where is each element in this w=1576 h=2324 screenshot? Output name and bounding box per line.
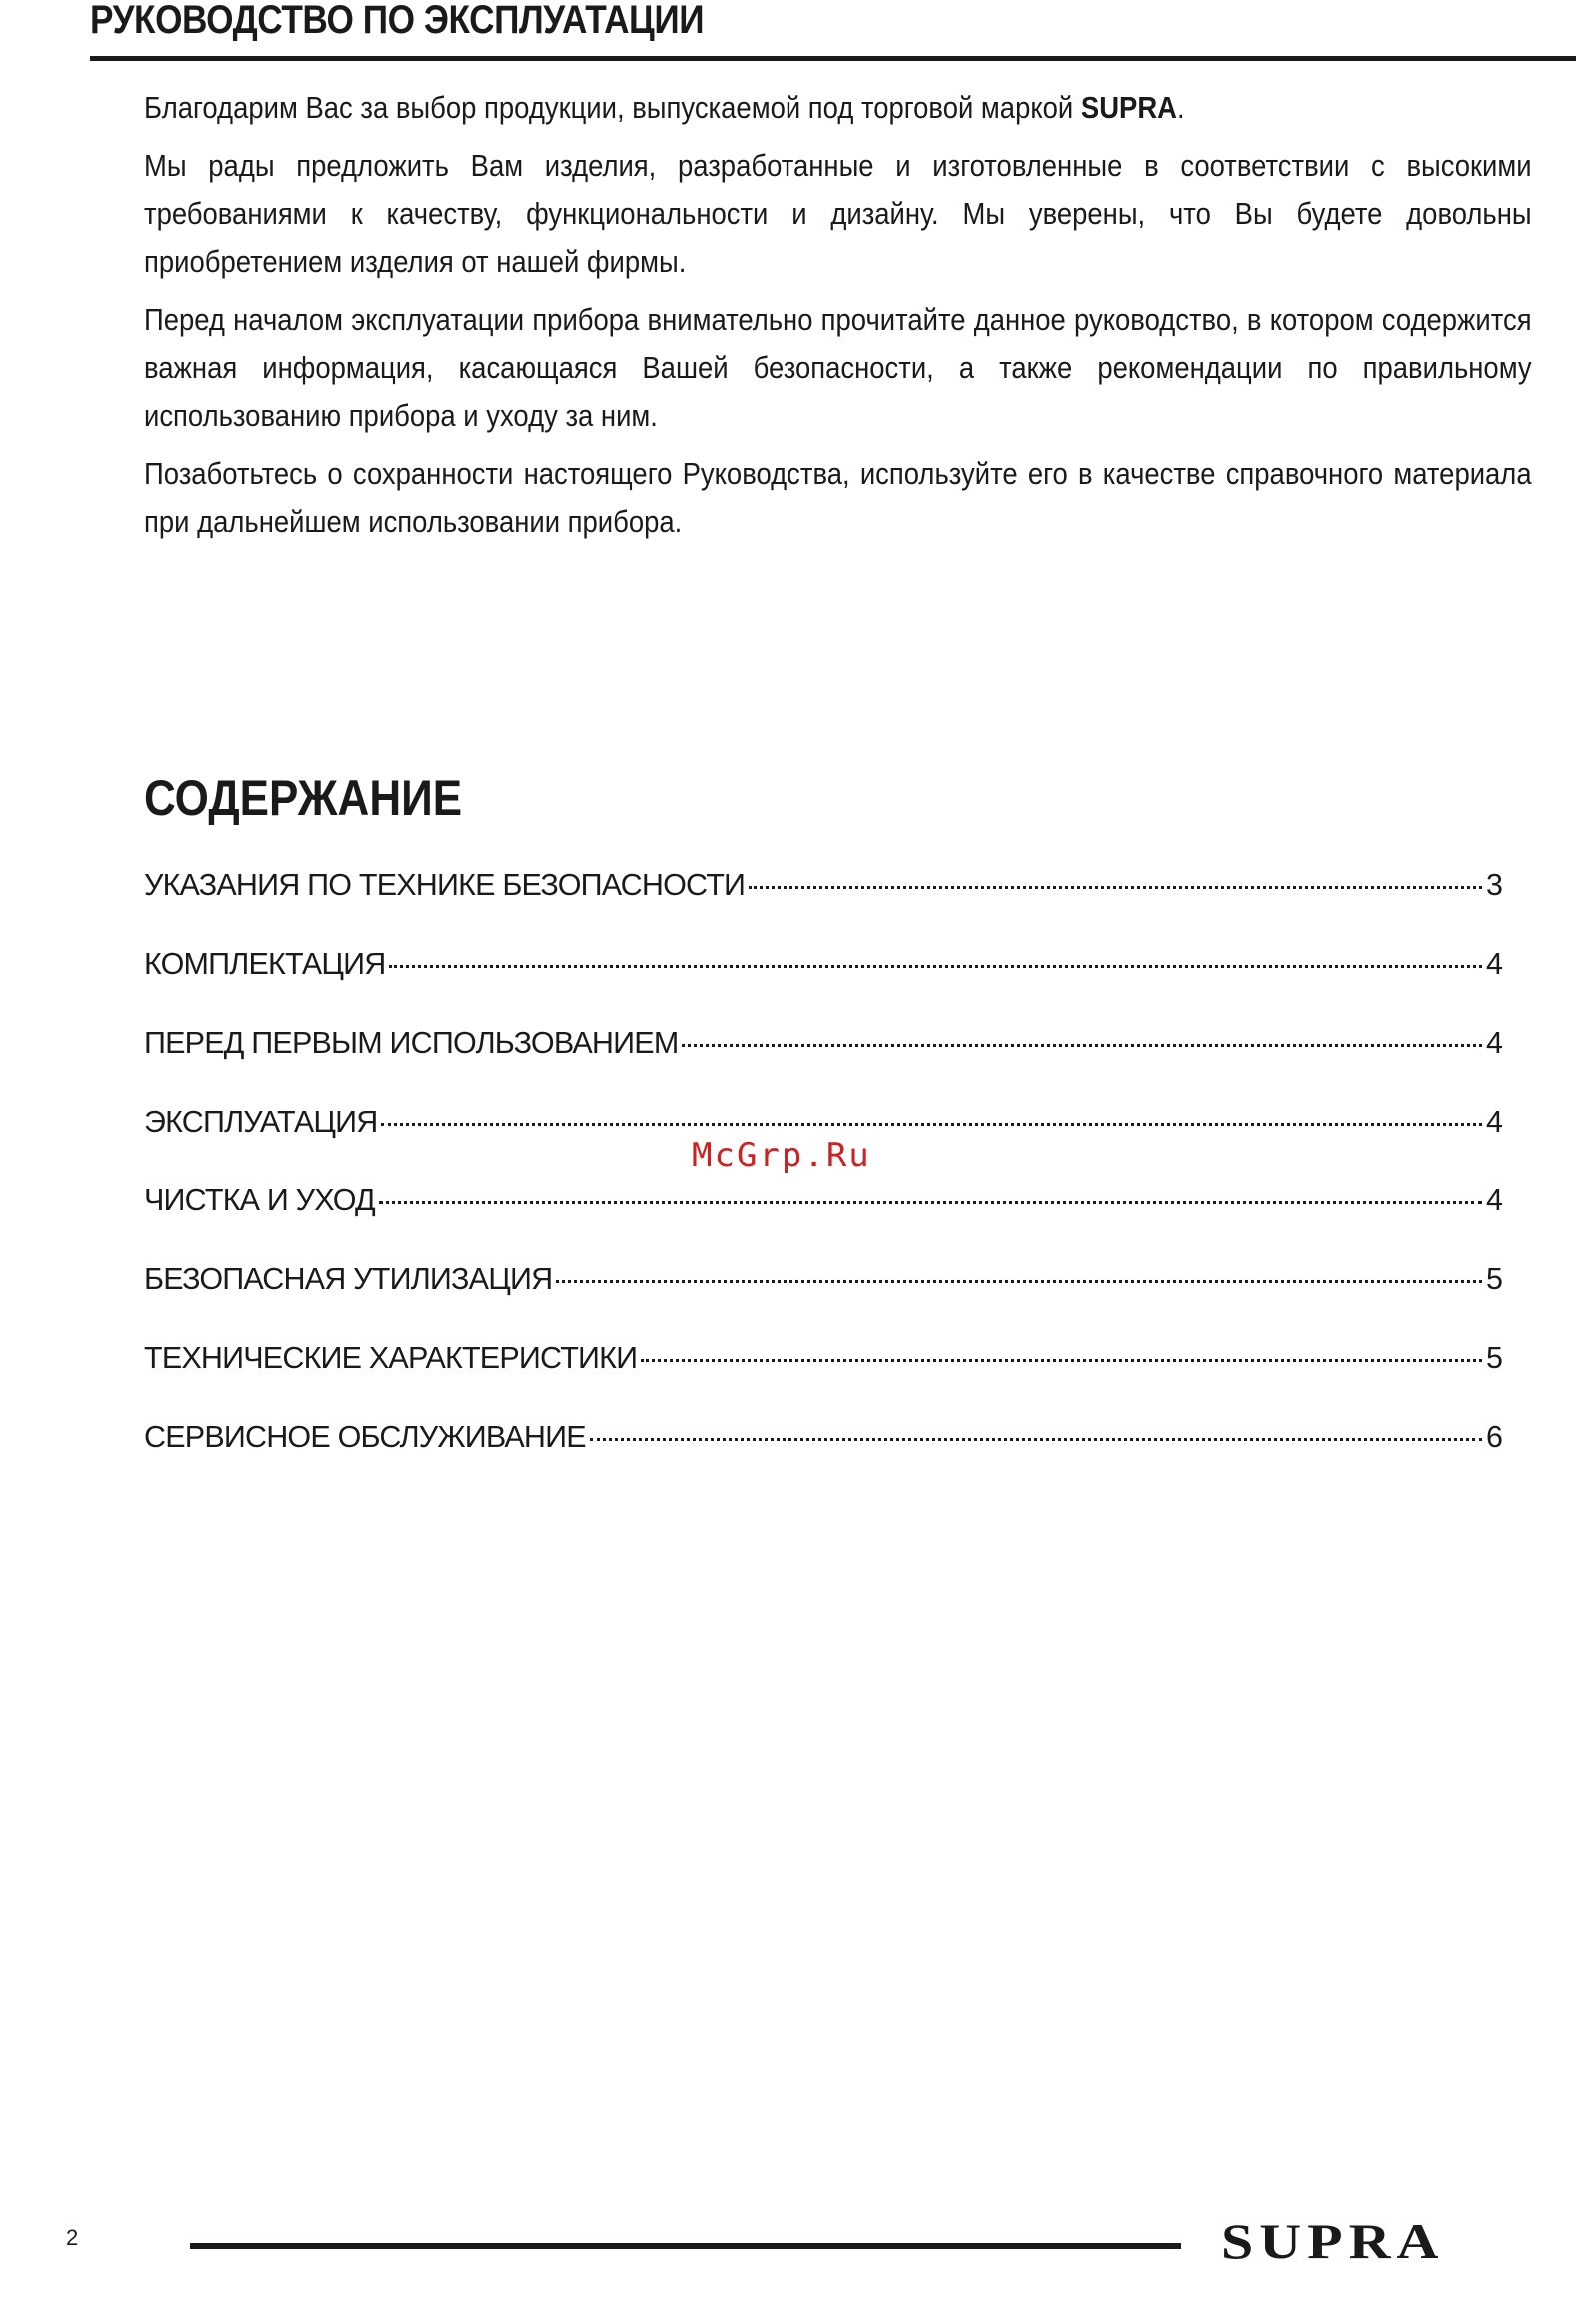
toc-item-page: 3 — [1486, 868, 1503, 902]
intro-paragraph-2: Мы рады предложить Вам изделия, разработанные и изготовленные в соответствии с высокими требованиями к качеству, функциональности и дизайну. Мы уверены, что Вы будете довольны приобретением изделия от нашей фирмы. — [144, 149, 1532, 279]
intro-paragraph-1 — [144, 84, 1532, 132]
toc-item-page: 6 — [1486, 1420, 1503, 1454]
toc-heading: СОДЕРЖАНИЕ — [144, 770, 463, 826]
header-divider — [90, 56, 1576, 61]
toc-item-page: 5 — [1486, 1262, 1503, 1296]
page-title: РУКОВОДСТВО ПО ЭКСПЛУАТАЦИИ — [90, 0, 705, 42]
toc-item-label: ЧИСТКА И УХОД — [144, 1183, 375, 1217]
toc-leader-dots — [389, 965, 1482, 968]
toc-item-page: 4 — [1486, 1026, 1503, 1060]
toc-item-page: 4 — [1486, 1183, 1503, 1217]
toc-item-label: КОМПЛЕКТАЦИЯ — [144, 947, 386, 981]
brand-name: SUPRA — [1080, 91, 1177, 125]
toc-leader-dots — [749, 886, 1482, 889]
page-number: 2 — [66, 2225, 79, 2250]
toc-item[interactable] — [144, 1262, 1503, 1341]
intro-section — [144, 84, 1533, 556]
footer-divider — [190, 2243, 1181, 2249]
toc-item[interactable] — [144, 868, 1503, 947]
intro-paragraph-1-text: Благодарим Вас за выбор продукции, выпускаемой под торговой маркой — [144, 91, 1081, 125]
watermark: McGrp.Ru — [692, 1136, 871, 1175]
toc-item[interactable] — [144, 1341, 1503, 1420]
toc-item-page: 4 — [1486, 1105, 1503, 1139]
intro-paragraph-4: Позаботьтесь о сохранности настоящего Руководства, используйте его в качестве справочного материала при дальнейшем использовании прибора. — [144, 457, 1532, 539]
toc-item-label: УКАЗАНИЯ ПО ТЕХНИКЕ БЕЗОПАСНОСТИ — [144, 868, 746, 902]
toc-item-page: 4 — [1486, 947, 1503, 981]
toc-item-page: 5 — [1486, 1341, 1503, 1375]
intro-paragraph-1-end: . — [1176, 91, 1185, 125]
toc-leader-dots — [590, 1438, 1482, 1441]
intro-paragraph-3: Перед началом эксплуатации прибора внимательно прочитайте данное руководство, в котором содержится важная информация, касающаяся Вашей безопасности, а также рекомендации по правильному использованию прибора и уходу за ним. — [144, 303, 1532, 433]
toc-item[interactable] — [144, 1026, 1503, 1105]
toc-leader-dots — [556, 1280, 1482, 1283]
toc-leader-dots — [381, 1123, 1482, 1126]
toc-item-label: БЕЗОПАСНАЯ УТИЛИЗАЦИЯ — [144, 1262, 553, 1296]
toc-item[interactable] — [144, 947, 1503, 1026]
toc-leader-dots — [682, 1044, 1482, 1047]
toc-item-label: ТЕХНИЧЕСКИЕ ХАРАКТЕРИСТИКИ — [144, 1341, 638, 1375]
toc-leader-dots — [641, 1359, 1482, 1362]
toc-item-label: ЭКСПЛУАТАЦИЯ — [144, 1105, 378, 1139]
toc-leader-dots — [379, 1201, 1482, 1204]
table-of-contents — [144, 868, 1503, 1499]
supra-logo: SUPRA — [1221, 2213, 1445, 2269]
toc-item-label: ПЕРЕД ПЕРВЫМ ИСПОЛЬЗОВАНИЕМ — [144, 1026, 679, 1060]
toc-item[interactable] — [144, 1183, 1503, 1262]
toc-item-label: СЕРВИСНОЕ ОБСЛУЖИВАНИЕ — [144, 1420, 586, 1454]
toc-item[interactable] — [144, 1420, 1503, 1499]
